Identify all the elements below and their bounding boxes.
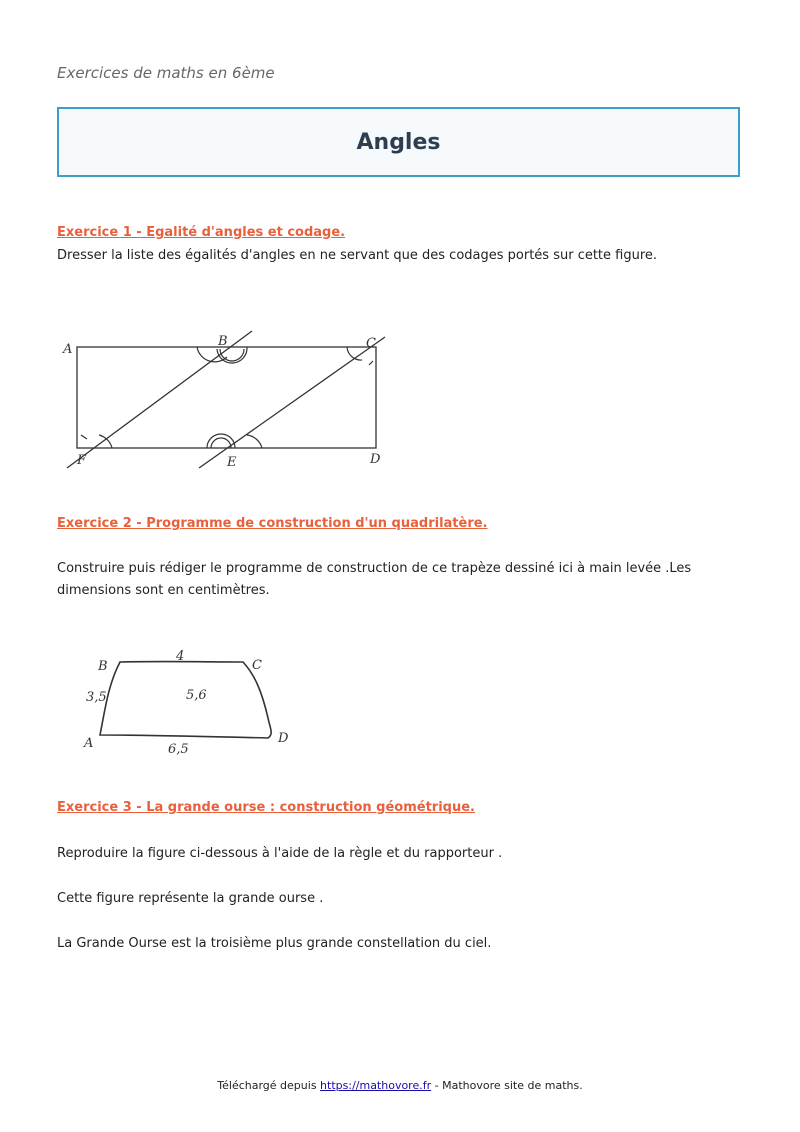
point-label-a: A: [63, 342, 73, 357]
angle-arc-c: [347, 347, 362, 360]
exercise-2-title: Exercice 2 - Programme de construction d'un quadrilatère.: [57, 516, 488, 531]
page-subtitle: Exercices de maths en 6ème: [57, 64, 275, 82]
length-ad: 6,5: [168, 742, 189, 757]
footer-suffix: - Mathovore site de maths.: [431, 1079, 583, 1092]
angle-arc-e3: [247, 435, 262, 448]
exercise-3-text-1: Reproduire la figure ci-dessous à l'aide de la règle et du rapporteur .: [57, 846, 503, 861]
exercise-1-figure: [57, 325, 397, 480]
angle-arc-e2: [211, 438, 231, 448]
point-label-b: B: [98, 659, 108, 674]
title-box: [57, 107, 740, 177]
tick-mark-c: [369, 361, 373, 365]
point-label-d: D: [278, 731, 289, 746]
length-diagonal: 5,6: [186, 688, 207, 703]
exercise-3-text-2: Cette figure représente la grande ourse .: [57, 891, 324, 906]
exercise-1-title: Exercice 1 - Egalité d'angles et codage.: [57, 225, 346, 240]
length-ab: 3,5: [86, 690, 107, 705]
point-label-e: E: [227, 455, 237, 470]
page-title: Angles: [356, 129, 441, 155]
footer: [0, 1079, 800, 1092]
angle-arc-f: [99, 435, 112, 448]
footer-prefix: Téléchargé depuis: [217, 1079, 321, 1092]
point-label-c: C: [252, 658, 262, 673]
point-label-c: C: [366, 336, 376, 351]
exercise-1-text: Dresser la liste des égalités d'angles en ne servant que des codages portés sur cette figure.: [57, 248, 658, 263]
point-label-b: B: [218, 334, 228, 349]
point-label-d: D: [370, 452, 381, 467]
tick-mark-f: [81, 435, 87, 439]
exercise-2-text: Construire puis rédiger le programme de construction de ce trapèze dessiné ici à main levée .Les dimensions sont en centimètres.: [57, 561, 692, 598]
point-label-f: F: [77, 453, 87, 468]
exercise-2-figure: [80, 640, 305, 765]
exercise-3-text-3: La Grande Ourse est la troisième plus grande constellation du ciel.: [57, 936, 492, 951]
length-bc: 4: [176, 649, 185, 664]
footer-link[interactable]: https://mathovore.fr: [320, 1079, 432, 1092]
point-label-a: A: [84, 736, 94, 751]
exercise-3-title: Exercice 3 - La grande ourse : construction géométrique.: [57, 800, 475, 815]
